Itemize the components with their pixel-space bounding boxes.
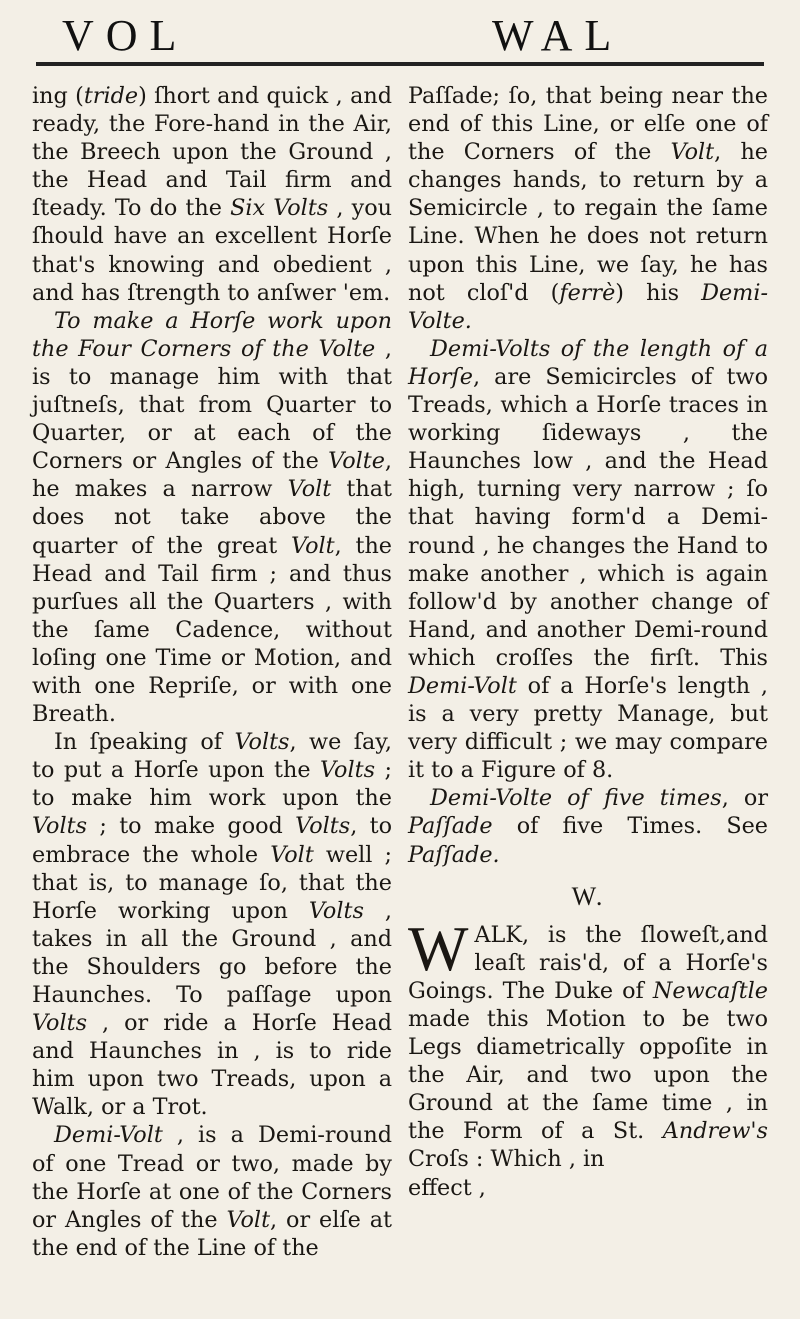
right-column-top	[408, 82, 768, 869]
italic-text: Volts	[320, 757, 376, 784]
text-run: ALK, is the ſloweſt,and leaſt rais'd, of a Horſe's Goings. The Duke of	[408, 921, 768, 1004]
paragraph	[408, 784, 768, 868]
text-run: well ; that is, to manage ſo, that the Horſe working upon	[32, 841, 392, 924]
drop-capital: W	[408, 912, 469, 984]
italic-text: Volt	[270, 841, 314, 868]
text-run: , to embrace the whole	[32, 813, 393, 868]
header-right-word: WAL	[492, 11, 624, 60]
text-run: Croſs : Which , in	[408, 1146, 605, 1173]
text-run: ; to make him work upon the	[32, 757, 392, 812]
paragraph	[32, 307, 392, 728]
italic-text: To make a Horſe work upon the Four Corners of the Volte	[32, 307, 392, 362]
italic-text: Volts	[295, 813, 351, 840]
text-run: In ſpeaking of	[54, 729, 235, 756]
paragraph	[408, 335, 768, 785]
italic-text: Volts	[32, 813, 88, 840]
paragraph	[408, 82, 768, 335]
text-run: ; to make good	[87, 813, 296, 840]
paragraph	[32, 1121, 392, 1261]
paragraph	[32, 82, 392, 307]
italic-text: Newcaſtle	[652, 977, 768, 1004]
italic-text: Andrew's	[662, 1118, 768, 1145]
italic-text: Volte	[328, 448, 385, 475]
text-run: , or	[721, 785, 769, 812]
italic-text: tride	[83, 83, 139, 109]
italic-text: Demi-Volts of the length of a Horſe	[408, 335, 768, 390]
italic-text: Volts	[32, 1010, 88, 1037]
header-left-word: VOL	[62, 11, 189, 60]
text-run: , is a Demi-round of one Tread or two, made by the Horſe at one of the Corners or Angles of the	[32, 1122, 392, 1233]
italic-text: Volts	[234, 729, 290, 756]
text-run: of five Times. See	[492, 813, 768, 840]
italic-text: Paſſade.	[408, 841, 500, 868]
right-column	[408, 82, 768, 1202]
right-column-bottom	[408, 912, 768, 1174]
left-column	[32, 82, 392, 1262]
italic-text: Volt	[291, 532, 335, 559]
paragraph	[408, 912, 768, 1174]
text-run: Paſſade; ſo, that being near the end of this Line, or elſe one of the Corners of the	[408, 83, 768, 166]
text-run: , is to manage him with that juſtneſs, that from Quarter to Quarter, or at each of the Corners or Angles of the	[32, 335, 392, 475]
text-run: , are Semicircles of two Treads, which a Horſe traces in working ſideways , the Haunches low , and the Head high, turning very narrow ; ſo that having form'd a Demi-round , he changes the Hand to make another , which is again follow'd by another change of Hand, and another Demi-round which croſſes the firſt. This	[408, 363, 768, 671]
text-run: ing (	[32, 83, 84, 109]
text-run: , or elſe at the end of the Line of the	[32, 1206, 392, 1261]
header-rule	[36, 62, 764, 66]
italic-text: Paſſade	[408, 813, 493, 840]
text-run: that does not take above the quarter of the great	[32, 476, 392, 559]
catchword: effect ,	[408, 1174, 486, 1201]
text-run: of a Horſe's length , is a very pretty Manage, but very difficult ; we may compare it to a Figure of 8.	[408, 672, 768, 784]
text-run: , we ſay, to put a Horſe upon the	[32, 729, 393, 784]
text-run: , or ride a Horſe Head and Haunches in , is to ride him upon two Treads, upon a Walk, or a Trot.	[32, 1010, 392, 1121]
italic-text: Six Volts	[230, 195, 329, 222]
paragraph	[32, 728, 392, 1121]
italic-text: Demi-Volte of five times	[430, 785, 722, 812]
text-run: made this Motion to be two Legs diametrically oppoſite in the Air, and two upon the Ground at the ſame time , in the Form of a St.	[408, 1006, 768, 1145]
text-run: , takes in all the Ground , and the Shoulders go before the Haunches. To paſſage upon	[32, 897, 392, 1008]
italic-text: Volt	[287, 476, 332, 503]
italic-text: ferrè	[559, 279, 616, 306]
text-run: ) his	[615, 279, 702, 306]
text-run: , the Head and Tail firm ; and thus purſues all the Quarters , with the ſame Cadence, without loſing one Time or Motion, and with one Repriſe, or with one Breath.	[32, 532, 392, 728]
text-run: ) ſhort and quick , and ready, the Fore-hand in the Air, the Breech upon the Ground , the Head and Tail firm and ſteady. To do the	[32, 83, 392, 222]
running-header	[0, 8, 800, 58]
italic-text: Demi-Volte.	[408, 279, 768, 334]
text-run: , he makes a narrow	[32, 448, 392, 503]
text-run: , you ſhould have an excellent Horſe that's knowing and obedient , and has ſtrength to anſwer 'em.	[32, 195, 392, 306]
italic-text: Demi-Volt	[54, 1122, 163, 1149]
section-letter: W.	[571, 881, 605, 911]
italic-text: Volt	[670, 139, 715, 166]
text-run: , he changes hands, to return by a Semicircle , to regain the ſame Line. When he does not return upon this Line, we ſay, he has not cloſ'd (	[408, 139, 769, 306]
italic-text: Volt	[226, 1206, 271, 1233]
italic-text: Demi-Volt	[408, 672, 517, 699]
italic-text: Volts	[308, 897, 364, 924]
